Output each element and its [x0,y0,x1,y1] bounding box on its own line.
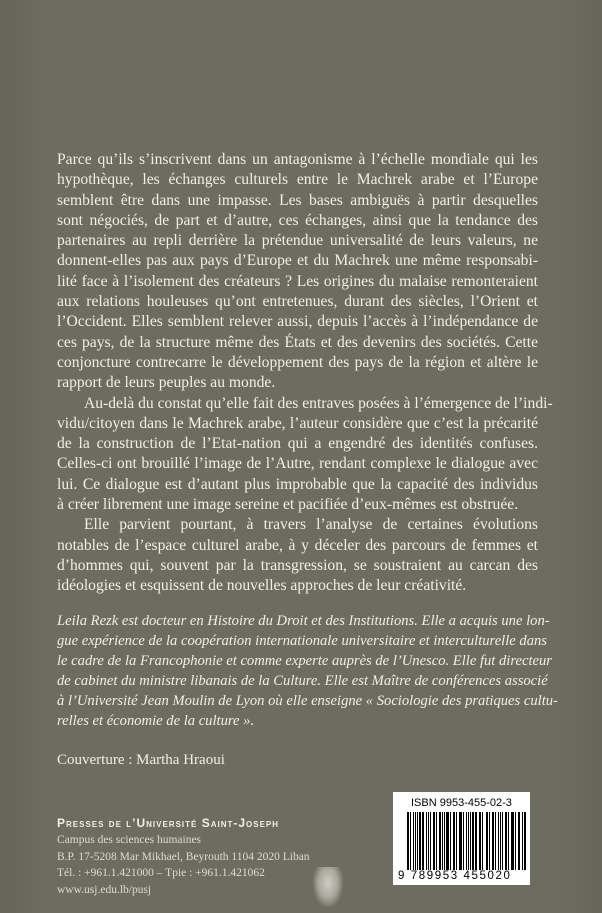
text-line: de la construction de l’Etat-nation qui a engendré des identités confuses. [57,435,538,453]
barcode-bar [489,812,490,870]
publisher-website: www.usj.edu.lb/pusj [57,884,152,897]
publisher-line: Campus des sciences humaines [57,833,202,846]
barcode-bar [456,812,457,870]
barcode-bar [500,812,501,870]
barcode-bar [422,812,423,870]
text-line: hypothèque, les échanges culturels entre le Machrek arabe et l’Europe [57,171,538,189]
barcode-bar [410,812,411,870]
barcode-bar [428,812,429,870]
text-line: idéologies et esquissent de nouvelles approches de leur créativité. [57,577,467,595]
barcode-bar [470,812,471,870]
barcode-bar [442,812,443,870]
scuff-mark [313,867,343,907]
barcode-bar [480,812,481,870]
text-line: Parce qu’ils s’inscrivent dans un antagonisme à l’échelle mondiale qui les [57,151,538,168]
isbn-barcode [393,792,530,885]
text-line: d’hommes qui, souvent par la transgression, se soustraient au carcan des [57,556,538,574]
barcode-bar [436,812,437,870]
text-line: lité face à l’isolement des créateurs ? Les origines du malaise remonteraient [57,272,538,290]
text-line: sont négociés, de part et d’autre, ces échanges, ainsi que la tendance des [57,211,538,229]
barcode-bar [463,812,464,870]
barcode-bar [482,812,484,870]
barcode-bar [444,812,445,870]
text-line: Au-delà du constat qu’elle fait des entraves posées à l’émergence de l’indi- [84,394,553,412]
barcode-bar [415,812,416,870]
text-line: ces pays, de la structure même des États et des devenirs des sociétés. Cette [57,333,538,351]
barcode-bar [522,812,523,870]
text-line: semblent être dans une impasse. Les bases ambiguës à partir desquelles [57,191,538,209]
barcode-bar [447,812,448,870]
text-line: lui. Ce dialogue est d’autant plus improbable que la capacité des individus [57,475,538,493]
barcode-bar [408,812,409,870]
barcode-bar [461,812,462,870]
barcode-bar [493,812,494,870]
barcode-bars [407,812,527,870]
text-line: Celles-ci ont brouillé l’image de l’Autre, rendant complexe le dialogue avec [57,455,538,473]
barcode-bar [508,812,509,870]
text-line: donnent-elles pas aux pays d’Europe et du Machrek une même responsabi- [57,252,538,270]
text-line: rapport de leurs peuples au monde. [57,374,276,392]
text-line: conjoncture contrecarre le développement des pays de la région et altère le [57,353,538,371]
text-line: à l’Université Jean Moulin de Lyon où elle enseigne « Sociologie des pratiques cultu- [57,693,558,709]
barcode-bar [519,812,520,870]
cover-credit: Couverture : Martha Hraoui [57,752,225,768]
publisher-name: Presses de l’Université Saint-Joseph [57,816,280,830]
text-line: gue expérience de la coopération internationale universitaire et interculturelle dans [57,633,547,649]
barcode-bar [512,812,514,870]
text-line: notables de l’espace culturel arabe, à y déceler des parcours de femmes et [57,536,538,554]
barcode-bar [434,812,435,870]
barcode-bar [495,812,496,870]
text-line: de cabinet du ministre libanais de la Culture. Elle est Maître de conférences associé [57,673,548,689]
ean-number: 9 789953 455020 [398,870,512,882]
barcode-bar [515,812,516,870]
barcode-bar [430,812,431,870]
text-line: Elle parvient pourtant, à travers l’analyse de certaines évolutions [84,516,538,534]
text-line: l’Occident. Elles semblent relever aussi, depuis l’accès à l’indépendance de [57,313,538,331]
text-line: partenaires au repli derrière la prétendue universalité de leurs valeurs, ne [57,232,538,250]
publisher-phone: Tél. : +961.1.421000 – Tpie : +961.1.421062 [57,867,265,880]
barcode-bar [506,812,507,870]
barcode-bar [473,812,474,870]
author-bio [57,611,558,731]
isbn-label: ISBN 9953-455-02-3 [411,797,512,809]
text-line: vidu/citoyen dans le Machrek arabe, l’auteur considère que c’est la précarité [57,414,538,432]
text-line: le cadre de la Francophonie et comme experte auprès de l’Unesco. Elle fut directeur [57,653,552,669]
text-line: relles et économie de la culture ». [57,713,255,729]
text-line: aux relations houleuses qu’ont entretenues, durant des siècles, l’Orient et [57,293,538,311]
publisher-info [57,815,310,899]
barcode-bar [487,812,488,870]
text-line: Leila Rezk est docteur en Histoire du Droit et des Institutions. Elle a acquis une lon- [57,613,550,629]
barcode-bar [450,812,451,870]
barcode-bar [454,812,455,870]
barcode-bar [417,812,418,870]
text-line: à créer librement une image sereine et pacifiée d’eux-mêmes est obstruée. [57,496,519,514]
publisher-address: B.P. 17-5208 Mar Mikhael, Beyrouth 1104 2020 Liban [57,850,310,863]
barcode-bar [475,812,476,870]
barcode-bar [423,812,424,870]
summary-text [57,150,553,597]
barcode-bar [468,812,469,870]
barcode-bar [502,812,503,870]
barcode-bar [525,812,526,870]
